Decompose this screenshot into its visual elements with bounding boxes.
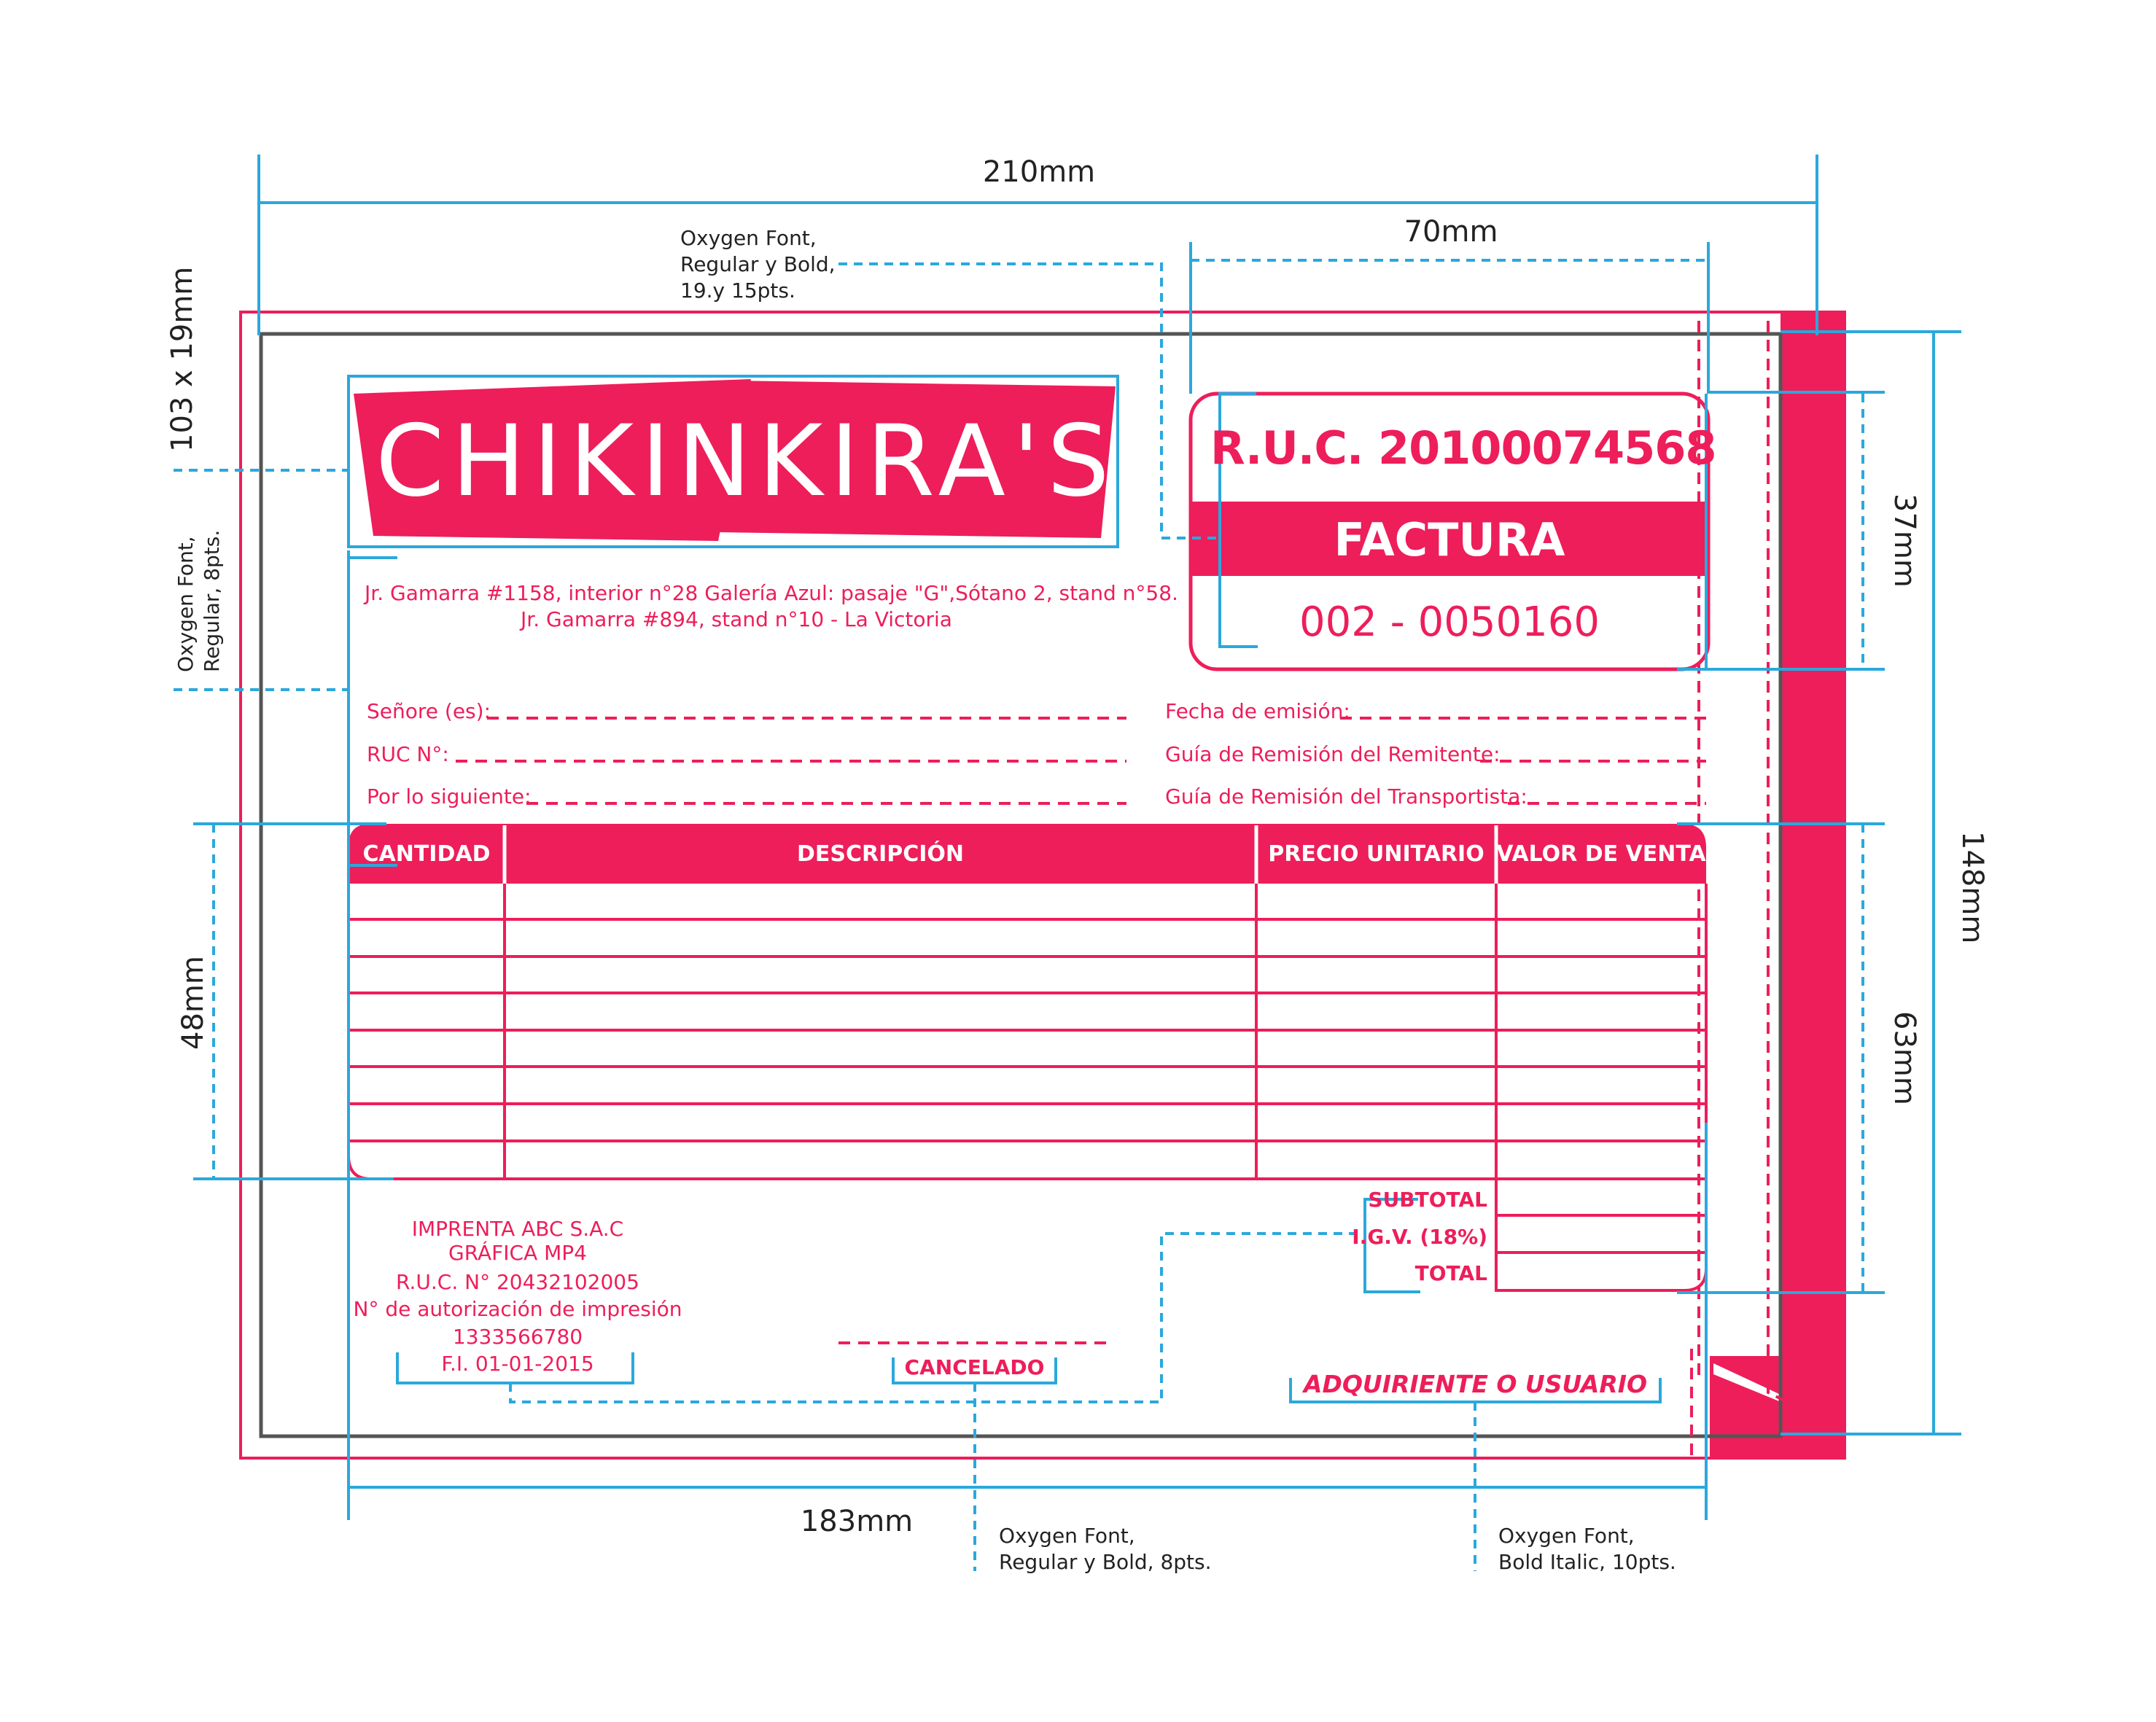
address-font-note: Oxygen Font, Regular, 8pts. (174, 529, 224, 672)
ruc-box-width-label: 70mm (1404, 215, 1498, 249)
brand-logo: CHIKINKIRA'S (375, 404, 1117, 518)
totals-lines (1496, 1215, 1706, 1252)
height-label: 148mm (1955, 831, 1989, 944)
width-label: 210mm (982, 155, 1096, 189)
table-header-precio-unitario: PRECIO UNITARIO (1268, 841, 1484, 867)
table-height-right-label: 63mm (1888, 1011, 1921, 1105)
logo-size-label: 103 x 19mm (166, 266, 199, 452)
field-ruc-label: RUC N°: (367, 742, 449, 766)
invoice-number: 002 - 0050160 (1299, 599, 1600, 646)
table-height-left-label: 48mm (176, 956, 210, 1050)
printer-line-1: IMPRENTA ABC S.A.C (411, 1217, 624, 1241)
inner-width-label: 183mm (800, 1505, 914, 1538)
table-header-cantidad: CANTIDAD (362, 841, 491, 867)
field-guia-remitente-label: Guía de Remisión del Remitente: (1165, 742, 1501, 766)
address-line-2: Jr. Gamarra #894, stand n°10 - La Victoria (521, 607, 952, 631)
totals-total-label: TOTAL (1414, 1261, 1487, 1285)
printer-line-2: GRÁFICA MP4 (448, 1241, 587, 1265)
table-rows (349, 884, 1706, 1179)
cancelado-label: CANCELADO (904, 1355, 1045, 1379)
field-senores-label: Señore (es): (367, 699, 491, 723)
acquirer-font-note: Oxygen Font, Bold Italic, 10pts. (1498, 1524, 1676, 1574)
field-fecha-label: Fecha de emisión: (1165, 699, 1350, 723)
totals-box (1496, 1179, 1706, 1290)
printer-line-3: R.U.C. N° 20432102005 (396, 1270, 639, 1294)
header-font-note: Oxygen Font, Regular y Bold, 19.y 15pts. (680, 226, 836, 303)
field-guia-transportista-label: Guía de Remisión del Transportista: (1165, 784, 1528, 809)
adquiriente-label: ADQUIRIENTE O USUARIO (1303, 1370, 1648, 1398)
footer-font-note: Oxygen Font, Regular y Bold, 8pts. (999, 1524, 1212, 1574)
field-por-lo-siguiente-label: Por lo siguiente: (367, 784, 532, 809)
totals-igv-label: I.G.V. (18%) (1352, 1225, 1487, 1249)
totals-subtotal-label: SUBTOTAL (1368, 1188, 1487, 1212)
printer-line-6: F.I. 01-01-2015 (441, 1352, 594, 1376)
ruc-number: R.U.C. 20100074568 (1210, 421, 1716, 475)
table-header-descripcion: DESCRIPCIÓN (796, 841, 965, 867)
document-type: FACTURA (1334, 513, 1565, 566)
spine-band (1781, 311, 1846, 1458)
table-header-valor-venta: VALOR DE VENTA (1496, 841, 1706, 867)
printer-line-4: N° de autorización de impresión (353, 1297, 682, 1321)
inner-dashed-margin (1699, 321, 1783, 1400)
ruc-box-height-label: 37mm (1888, 494, 1921, 588)
address-line-1: Jr. Gamarra #1158, interior n°28 Galería Azul: pasaje "G",Sótano 2, stand n°58. (365, 581, 1178, 605)
printer-line-5: 1333566780 (452, 1325, 583, 1349)
